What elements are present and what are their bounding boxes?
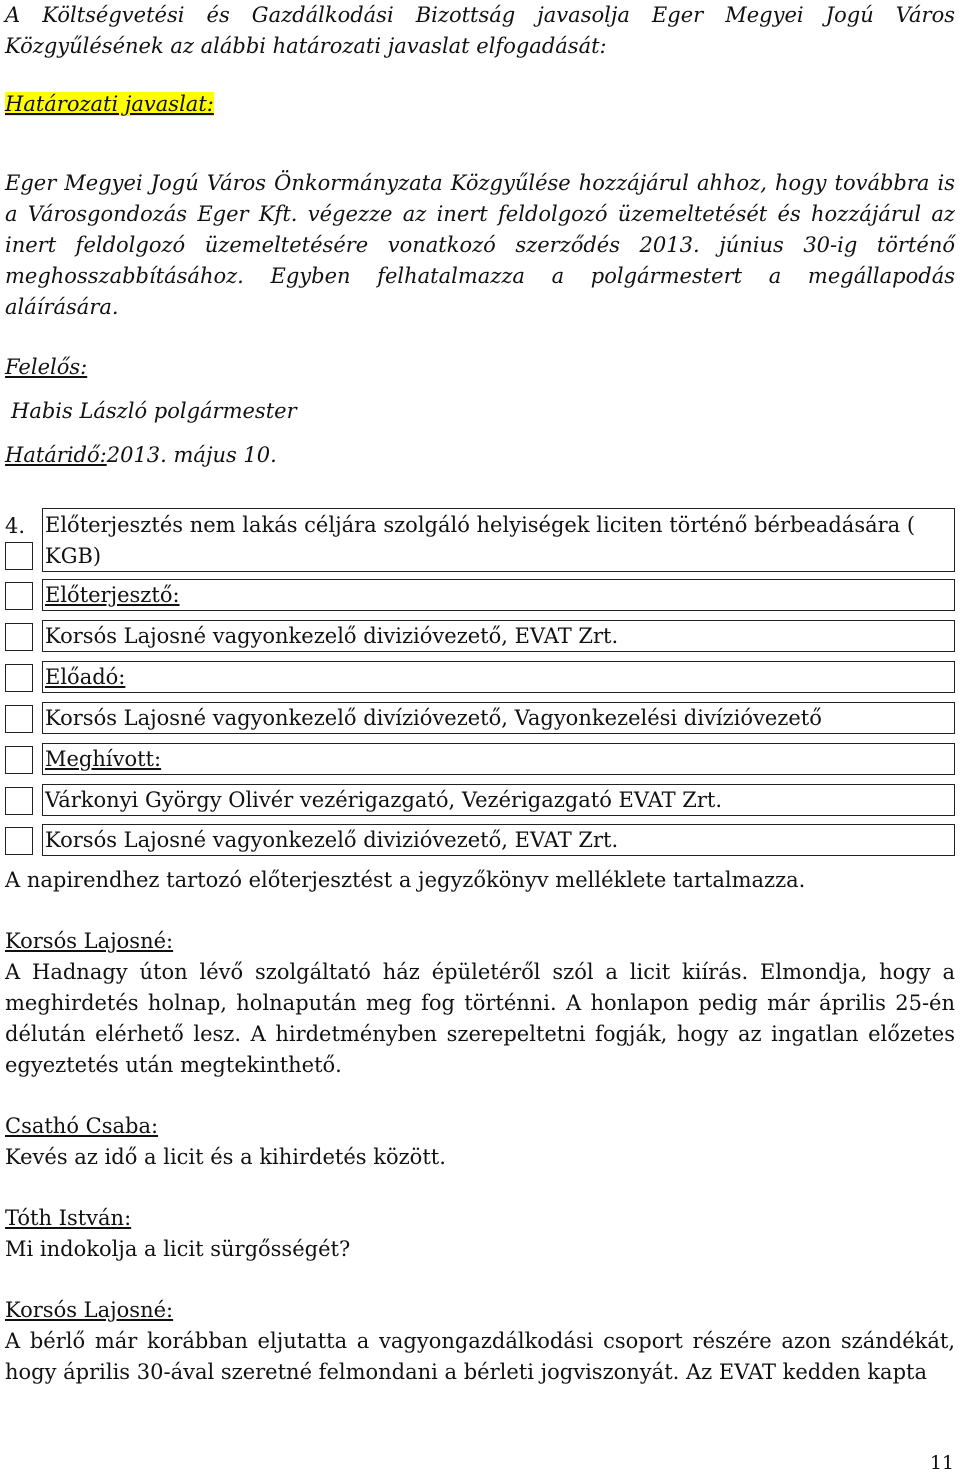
deadline-label: Határidő: — [5, 443, 107, 467]
deadline-line — [5, 440, 955, 471]
checkbox — [5, 623, 33, 651]
invited-1: Várkonyi György Olivér vezérigazgató, Vezérigazgató EVAT Zrt. — [45, 788, 723, 812]
checkbox — [5, 787, 33, 815]
invited-label: Meghívott: — [45, 747, 162, 771]
annex-note: A napirendhez tartozó előterjesztést a jegyzőkönyv melléklete tartalmazza. — [5, 868, 806, 892]
item-number: 4. — [5, 514, 26, 538]
submitter-value: Korsós Lajosné vagyonkezelő divizióvezető, EVAT Zrt. — [45, 624, 619, 648]
checkbox — [5, 542, 33, 570]
speech-text: Kevés az idő a licit és a kihirdetés között. — [5, 1145, 446, 1169]
submitter-label: Előterjesztő: — [45, 583, 180, 607]
deadline-value: 2013. május 10. — [106, 443, 277, 467]
responsible-value: Habis László polgármester — [11, 399, 297, 423]
proposal-heading: Határozati javaslat: — [5, 92, 214, 116]
speech-text: Mi indokolja a licit sürgősségét? — [5, 1237, 351, 1261]
speaker-name: Tóth István: — [5, 1206, 132, 1230]
checkbox — [5, 664, 33, 692]
item-title: Előterjesztés nem lakás céljára szolgáló helyiségek liciten történő bérbeadására ( KGB) — [45, 513, 916, 568]
presenter-value: Korsós Lajosné vagyonkezelő divízióvezető, Vagyonkezelési divízióvezető — [45, 706, 822, 730]
checkbox — [5, 827, 33, 855]
checkbox — [5, 746, 33, 774]
invited-2: Korsós Lajosné vagyonkezelő divizióvezető, EVAT Zrt. — [45, 828, 619, 852]
checkbox — [5, 582, 33, 610]
page-number: 11 — [929, 1452, 954, 1474]
speaker-name: Korsós Lajosné: — [5, 929, 174, 953]
responsible-label: Felelős: — [5, 355, 88, 379]
intro-paragraph: A Költségvetési és Gazdálkodási Bizottság javasolja Eger Megyei Jogú Város Közgyűlésének az alábbi határozati javaslat elfogadását: — [5, 3, 955, 58]
speech-text: A bérlő már korábban eljutatta a vagyongazdálkodási csoport részére azon szándékát, hogy április 30-ával szeretné felmondani a bérleti jogviszonyát. Az EVAT kedden kapta — [5, 1329, 955, 1384]
speech-text: A Hadnagy úton lévő szolgáltató ház épületéről szól a licit kiírás. Elmondja, hogy a meghirdetés holnap, holnapután meg fog történni. A honlapon pedig már április 25-én délután elérhető lesz. A hirdetményben szerepeltetni fogják, hogy az ingatlan előzetes egyeztetés után megtekinthető. — [5, 960, 955, 1077]
checkbox — [5, 705, 33, 733]
speaker-name: Csathó Csaba: — [5, 1114, 159, 1138]
proposal-text: Eger Megyei Jogú Város Önkormányzata Közgyűlése hozzájárul ahhoz, hogy továbbra is a Városgondozás Eger Kft. végezze az inert feldolgozó üzemeltetését és hozzájárul az inert feldolgozó üzemeltetésére vonatkozó szerződés 2013. június 30-ig történő meghosszabbításához. Egyben felhatalmazza a polgármestert a megállapodás aláírására. — [5, 171, 955, 319]
speaker-name: Korsós Lajosné: — [5, 1298, 174, 1322]
presenter-label: Előadó: — [45, 665, 126, 689]
